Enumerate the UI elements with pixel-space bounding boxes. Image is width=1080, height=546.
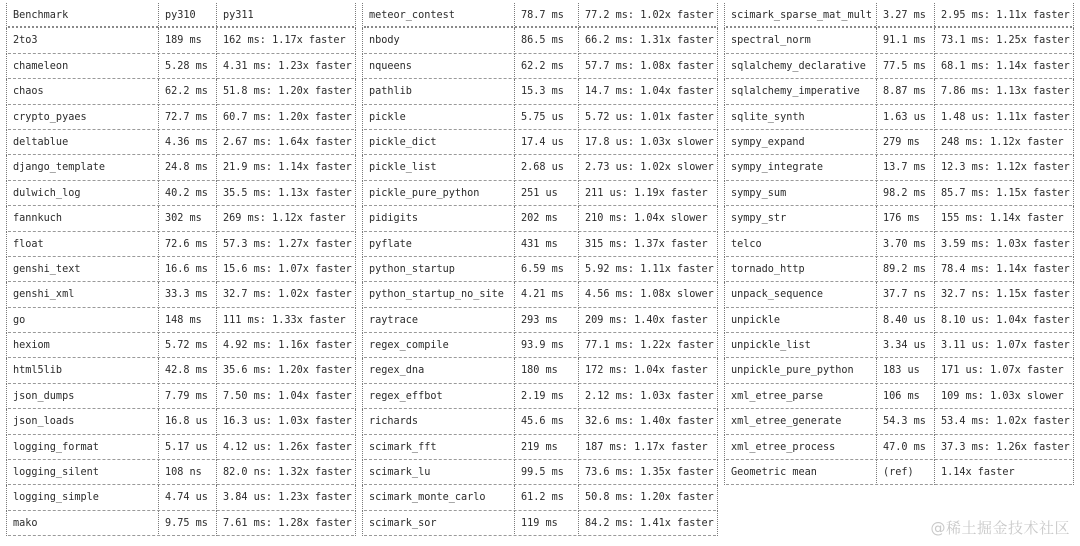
py311-time-cell: 2.12 ms: 1.03x faster	[578, 384, 718, 409]
py311-time-cell: 3.84 us: 1.23x faster	[216, 485, 356, 510]
benchmark-name-cell: pickle_pure_python	[362, 181, 514, 206]
py311-time-cell: py311	[216, 3, 356, 28]
py311-time-cell: 66.2 ms: 1.31x faster	[578, 28, 718, 53]
py310-time-cell: 16.8 us	[158, 409, 216, 434]
benchmark-name-cell: sympy_str	[724, 206, 876, 231]
py310-time-cell: 33.3 ms	[158, 282, 216, 307]
py310-time-cell: 13.7 ms	[876, 155, 934, 180]
py310-time-cell: 93.9 ms	[514, 333, 578, 358]
benchmark-name-cell: unpickle_pure_python	[724, 358, 876, 383]
py310-time-cell: 219 ms	[514, 435, 578, 460]
table-row	[6, 105, 356, 130]
table-row	[724, 308, 1074, 333]
py310-time-cell: 91.1 ms	[876, 28, 934, 53]
benchmark-name-cell: unpickle_list	[724, 333, 876, 358]
py311-time-cell: 162 ms: 1.17x faster	[216, 28, 356, 53]
py311-time-cell: 68.1 ms: 1.14x faster	[934, 54, 1074, 79]
py311-time-cell: 2.67 ms: 1.64x faster	[216, 130, 356, 155]
py311-time-cell: 12.3 ms: 1.12x faster	[934, 155, 1074, 180]
py311-time-cell: 4.92 ms: 1.16x faster	[216, 333, 356, 358]
table-row	[6, 308, 356, 333]
py311-time-cell: 155 ms: 1.14x faster	[934, 206, 1074, 231]
table-row	[6, 435, 356, 460]
py310-time-cell: 1.63 us	[876, 105, 934, 130]
py310-time-cell: 77.5 ms	[876, 54, 934, 79]
table-row	[724, 282, 1074, 307]
table-row	[724, 435, 1074, 460]
benchmark-table-middle	[362, 3, 718, 536]
py310-time-cell: 89.2 ms	[876, 257, 934, 282]
py310-time-cell: 42.8 ms	[158, 358, 216, 383]
table-row	[362, 232, 718, 257]
benchmark-name-cell: unpack_sequence	[724, 282, 876, 307]
py311-time-cell: 85.7 ms: 1.15x faster	[934, 181, 1074, 206]
py310-time-cell: 106 ms	[876, 384, 934, 409]
py310-time-cell: 279 ms	[876, 130, 934, 155]
table-row	[724, 28, 1074, 53]
table-row	[724, 130, 1074, 155]
py310-time-cell: py310	[158, 3, 216, 28]
py311-time-cell: 37.3 ms: 1.26x faster	[934, 435, 1074, 460]
py311-time-cell: 171 us: 1.07x faster	[934, 358, 1074, 383]
py311-time-cell: 172 ms: 1.04x faster	[578, 358, 718, 383]
benchmark-name-cell: scimark_sor	[362, 511, 514, 536]
table-row	[724, 54, 1074, 79]
table-row	[6, 206, 356, 231]
benchmark-name-cell: chameleon	[6, 54, 158, 79]
table-header-row	[362, 3, 718, 28]
py311-time-cell: 60.7 ms: 1.20x faster	[216, 105, 356, 130]
py311-time-cell: 53.4 ms: 1.02x faster	[934, 409, 1074, 434]
py311-time-cell: 57.7 ms: 1.08x faster	[578, 54, 718, 79]
py310-time-cell: 37.7 ns	[876, 282, 934, 307]
benchmark-name-cell: pidigits	[362, 206, 514, 231]
py311-time-cell: 210 ms: 1.04x slower	[578, 206, 718, 231]
py311-time-cell: 4.12 us: 1.26x faster	[216, 435, 356, 460]
py311-time-cell: 4.31 ms: 1.23x faster	[216, 54, 356, 79]
py311-time-cell: 5.92 ms: 1.11x faster	[578, 257, 718, 282]
benchmark-name-cell: sqlite_synth	[724, 105, 876, 130]
table-row	[724, 79, 1074, 104]
py311-time-cell: 1.48 us: 1.11x faster	[934, 105, 1074, 130]
table-row	[724, 358, 1074, 383]
py311-time-cell: 32.7 ns: 1.15x faster	[934, 282, 1074, 307]
benchmark-name-cell: genshi_xml	[6, 282, 158, 307]
py310-time-cell: 62.2 ms	[514, 54, 578, 79]
table-row	[362, 485, 718, 510]
py310-time-cell: (ref)	[876, 460, 934, 485]
py311-time-cell: 32.7 ms: 1.02x faster	[216, 282, 356, 307]
py310-time-cell: 4.36 ms	[158, 130, 216, 155]
py311-time-cell: 187 ms: 1.17x faster	[578, 435, 718, 460]
benchmark-table-left	[6, 3, 356, 536]
benchmark-name-cell: dulwich_log	[6, 181, 158, 206]
py311-time-cell: 4.56 ms: 1.08x slower	[578, 282, 718, 307]
py310-time-cell: 431 ms	[514, 232, 578, 257]
benchmark-name-cell: sympy_integrate	[724, 155, 876, 180]
table-row	[724, 257, 1074, 282]
benchmark-name-cell: logging_silent	[6, 460, 158, 485]
table-row	[6, 79, 356, 104]
benchmark-name-cell: regex_compile	[362, 333, 514, 358]
benchmark-name-cell: scimark_monte_carlo	[362, 485, 514, 510]
py311-time-cell: 2.73 us: 1.02x slower	[578, 155, 718, 180]
py310-time-cell: 189 ms	[158, 28, 216, 53]
py310-time-cell: 2.68 us	[514, 155, 578, 180]
table-row	[362, 105, 718, 130]
py311-time-cell: 248 ms: 1.12x faster	[934, 130, 1074, 155]
benchmark-name-cell: regex_effbot	[362, 384, 514, 409]
py311-time-cell: 78.4 ms: 1.14x faster	[934, 257, 1074, 282]
table-row	[724, 460, 1074, 485]
table-row	[362, 28, 718, 53]
py310-time-cell: 4.21 ms	[514, 282, 578, 307]
py310-time-cell: 3.34 us	[876, 333, 934, 358]
py310-time-cell: 99.5 ms	[514, 460, 578, 485]
py311-time-cell: 51.8 ms: 1.20x faster	[216, 79, 356, 104]
py310-time-cell: 17.4 us	[514, 130, 578, 155]
benchmark-name-cell: richards	[362, 409, 514, 434]
py310-time-cell: 16.6 ms	[158, 257, 216, 282]
table-row	[6, 28, 356, 53]
py310-time-cell: 5.28 ms	[158, 54, 216, 79]
benchmark-name-cell: sqlalchemy_imperative	[724, 79, 876, 104]
table-row	[6, 257, 356, 282]
py311-time-cell: 109 ms: 1.03x slower	[934, 384, 1074, 409]
table-row	[724, 155, 1074, 180]
py311-time-cell: 7.86 ms: 1.13x faster	[934, 79, 1074, 104]
table-row	[6, 460, 356, 485]
benchmark-name-cell: nbody	[362, 28, 514, 53]
py310-time-cell: 9.75 ms	[158, 511, 216, 536]
py311-time-cell: 35.6 ms: 1.20x faster	[216, 358, 356, 383]
py310-time-cell: 2.19 ms	[514, 384, 578, 409]
py310-time-cell: 3.27 ms	[876, 3, 934, 28]
py310-time-cell: 15.3 ms	[514, 79, 578, 104]
table-row	[6, 282, 356, 307]
table-row	[6, 333, 356, 358]
table-row	[362, 511, 718, 536]
table-row	[724, 181, 1074, 206]
py310-time-cell: 180 ms	[514, 358, 578, 383]
py311-time-cell: 57.3 ms: 1.27x faster	[216, 232, 356, 257]
table-row	[362, 130, 718, 155]
py311-time-cell: 269 ms: 1.12x faster	[216, 206, 356, 231]
table-header-row	[724, 3, 1074, 28]
benchmark-name-cell: json_loads	[6, 409, 158, 434]
py310-time-cell: 183 us	[876, 358, 934, 383]
py311-time-cell: 77.1 ms: 1.22x faster	[578, 333, 718, 358]
table-row	[724, 384, 1074, 409]
py311-time-cell: 7.61 ms: 1.28x faster	[216, 511, 356, 536]
table-row	[362, 358, 718, 383]
py311-time-cell: 84.2 ms: 1.41x faster	[578, 511, 718, 536]
table-row	[362, 181, 718, 206]
benchmark-name-cell: xml_etree_parse	[724, 384, 876, 409]
py311-time-cell: 82.0 ns: 1.32x faster	[216, 460, 356, 485]
py310-time-cell: 6.59 ms	[514, 257, 578, 282]
py311-time-cell: 209 ms: 1.40x faster	[578, 308, 718, 333]
benchmark-name-cell: float	[6, 232, 158, 257]
table-row	[362, 384, 718, 409]
table-row	[362, 155, 718, 180]
py310-time-cell: 3.70 ms	[876, 232, 934, 257]
table-row	[6, 155, 356, 180]
py310-time-cell: 40.2 ms	[158, 181, 216, 206]
py311-time-cell: 50.8 ms: 1.20x faster	[578, 485, 718, 510]
py311-time-cell: 7.50 ms: 1.04x faster	[216, 384, 356, 409]
table-row	[6, 54, 356, 79]
py310-time-cell: 293 ms	[514, 308, 578, 333]
py311-time-cell: 14.7 ms: 1.04x faster	[578, 79, 718, 104]
table-row	[6, 358, 356, 383]
benchmark-name-cell: django_template	[6, 155, 158, 180]
benchmark-name-cell: mako	[6, 511, 158, 536]
benchmark-name-cell: tornado_http	[724, 257, 876, 282]
table-row	[724, 232, 1074, 257]
benchmark-name-cell: hexiom	[6, 333, 158, 358]
py310-time-cell: 251 us	[514, 181, 578, 206]
benchmark-name-cell: fannkuch	[6, 206, 158, 231]
py311-time-cell: 16.3 us: 1.03x faster	[216, 409, 356, 434]
py310-time-cell: 8.87 ms	[876, 79, 934, 104]
table-row	[724, 333, 1074, 358]
benchmark-name-cell: scimark_lu	[362, 460, 514, 485]
watermark: @稀土掘金技术社区	[930, 519, 1070, 537]
benchmark-name-cell: nqueens	[362, 54, 514, 79]
py310-time-cell: 47.0 ms	[876, 435, 934, 460]
benchmark-name-cell: pickle_list	[362, 155, 514, 180]
benchmark-name-cell: unpickle	[724, 308, 876, 333]
benchmark-name-cell: spectral_norm	[724, 28, 876, 53]
benchmark-name-cell: sympy_expand	[724, 130, 876, 155]
benchmark-name-cell: html5lib	[6, 358, 158, 383]
py311-time-cell: 1.14x faster	[934, 460, 1074, 485]
py311-time-cell: 2.95 ms: 1.11x faster	[934, 3, 1074, 28]
py310-time-cell: 5.17 us	[158, 435, 216, 460]
py311-time-cell: 15.6 ms: 1.07x faster	[216, 257, 356, 282]
py311-time-cell: 17.8 us: 1.03x slower	[578, 130, 718, 155]
table-row	[6, 181, 356, 206]
table-row	[362, 282, 718, 307]
py310-time-cell: 176 ms	[876, 206, 934, 231]
table-row	[362, 308, 718, 333]
table-row	[362, 257, 718, 282]
py311-time-cell: 3.11 us: 1.07x faster	[934, 333, 1074, 358]
table-row	[724, 105, 1074, 130]
py310-time-cell: 5.75 us	[514, 105, 578, 130]
py310-time-cell: 302 ms	[158, 206, 216, 231]
py311-time-cell: 8.10 us: 1.04x faster	[934, 308, 1074, 333]
py311-time-cell: 21.9 ms: 1.14x faster	[216, 155, 356, 180]
py311-time-cell: 211 us: 1.19x faster	[578, 181, 718, 206]
table-row	[362, 206, 718, 231]
py311-time-cell: 5.72 us: 1.01x faster	[578, 105, 718, 130]
table-row	[6, 130, 356, 155]
table-row	[6, 485, 356, 510]
table-row	[6, 409, 356, 434]
py310-time-cell: 72.6 ms	[158, 232, 216, 257]
py311-time-cell: 3.59 ms: 1.03x faster	[934, 232, 1074, 257]
benchmark-table-right	[724, 3, 1074, 485]
py311-time-cell: 77.2 ms: 1.02x faster	[578, 3, 718, 28]
benchmark-name-cell: Benchmark	[6, 3, 158, 28]
benchmark-name-cell: sqlalchemy_declarative	[724, 54, 876, 79]
benchmark-name-cell: logging_format	[6, 435, 158, 460]
benchmark-name-cell: scimark_sparse_mat_mult	[724, 3, 876, 28]
benchmark-name-cell: xml_etree_generate	[724, 409, 876, 434]
py311-time-cell: 73.1 ms: 1.25x faster	[934, 28, 1074, 53]
table-row	[362, 333, 718, 358]
benchmark-name-cell: raytrace	[362, 308, 514, 333]
py310-time-cell: 72.7 ms	[158, 105, 216, 130]
table-row	[362, 54, 718, 79]
table-row	[724, 409, 1074, 434]
py310-time-cell: 78.7 ms	[514, 3, 578, 28]
benchmark-name-cell: pickle_dict	[362, 130, 514, 155]
table-row	[362, 409, 718, 434]
py310-time-cell: 8.40 us	[876, 308, 934, 333]
py310-time-cell: 45.6 ms	[514, 409, 578, 434]
py311-time-cell: 315 ms: 1.37x faster	[578, 232, 718, 257]
table-row	[724, 206, 1074, 231]
benchmark-name-cell: python_startup	[362, 257, 514, 282]
py310-time-cell: 5.72 ms	[158, 333, 216, 358]
py310-time-cell: 86.5 ms	[514, 28, 578, 53]
benchmark-name-cell: scimark_fft	[362, 435, 514, 460]
py311-time-cell: 73.6 ms: 1.35x faster	[578, 460, 718, 485]
benchmark-name-cell: xml_etree_process	[724, 435, 876, 460]
py310-time-cell: 24.8 ms	[158, 155, 216, 180]
benchmark-name-cell: Geometric mean	[724, 460, 876, 485]
benchmark-name-cell: deltablue	[6, 130, 158, 155]
benchmark-name-cell: json_dumps	[6, 384, 158, 409]
benchmark-name-cell: chaos	[6, 79, 158, 104]
benchmark-name-cell: meteor_contest	[362, 3, 514, 28]
benchmark-name-cell: go	[6, 308, 158, 333]
table-row	[6, 511, 356, 536]
table-row	[362, 79, 718, 104]
benchmark-name-cell: python_startup_no_site	[362, 282, 514, 307]
benchmark-name-cell: telco	[724, 232, 876, 257]
benchmark-name-cell: logging_simple	[6, 485, 158, 510]
py311-time-cell: 111 ms: 1.33x faster	[216, 308, 356, 333]
benchmark-name-cell: pathlib	[362, 79, 514, 104]
py311-time-cell: 35.5 ms: 1.13x faster	[216, 181, 356, 206]
py310-time-cell: 54.3 ms	[876, 409, 934, 434]
benchmark-name-cell: pickle	[362, 105, 514, 130]
py310-time-cell: 202 ms	[514, 206, 578, 231]
py310-time-cell: 61.2 ms	[514, 485, 578, 510]
py310-time-cell: 98.2 ms	[876, 181, 934, 206]
table-row	[6, 232, 356, 257]
py310-time-cell: 62.2 ms	[158, 79, 216, 104]
benchmark-name-cell: genshi_text	[6, 257, 158, 282]
benchmark-name-cell: 2to3	[6, 28, 158, 53]
benchmark-name-cell: crypto_pyaes	[6, 105, 158, 130]
benchmark-name-cell: regex_dna	[362, 358, 514, 383]
py310-time-cell: 119 ms	[514, 511, 578, 536]
py310-time-cell: 148 ms	[158, 308, 216, 333]
table-row	[6, 384, 356, 409]
py311-time-cell: 32.6 ms: 1.40x faster	[578, 409, 718, 434]
table-header-row	[6, 3, 356, 28]
py310-time-cell: 108 ns	[158, 460, 216, 485]
table-row	[362, 460, 718, 485]
benchmark-name-cell: sympy_sum	[724, 181, 876, 206]
py310-time-cell: 4.74 us	[158, 485, 216, 510]
py310-time-cell: 7.79 ms	[158, 384, 216, 409]
benchmark-name-cell: pyflate	[362, 232, 514, 257]
table-row	[362, 435, 718, 460]
